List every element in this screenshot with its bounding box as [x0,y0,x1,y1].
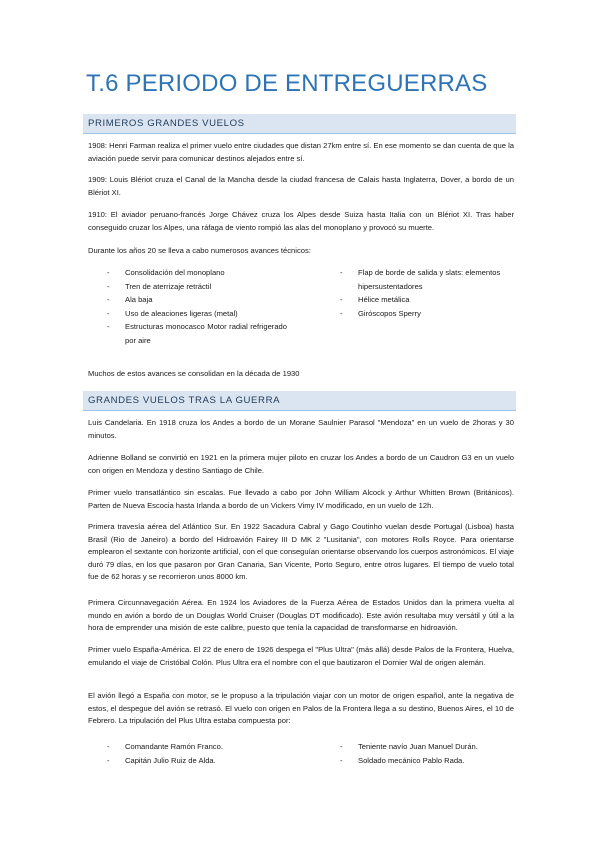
document-title: T.6 PERIODO DE ENTREGUERRAS [86,70,488,97]
bullet-dash: - [107,295,110,304]
list-item: - Hélice metálica [340,293,516,307]
list-item: - Capitán Julio Ruiz de Alda. [107,754,307,768]
bullet-dash: - [340,742,343,751]
bullet-dash: - [107,755,110,765]
paragraph-1910: 1910: El aviador peruano-francés Jorge Chávez cruza los Alpes desde Suiza hasta Italia con un Blériot XI. Tras haber conseguido cruzar los Alpes, una ráfaga de viento rompió las alas del monoplano y provocó su muerte. [88,210,514,232]
advances-list-right [340,266,516,320]
paragraph-avances-1930: Muchos de estos avances se consolidan en la década de 1930 [88,369,300,378]
bullet-dash: - [107,281,110,291]
bullet-dash: - [340,755,343,765]
crew-list-right [340,740,516,767]
list-item: - Flap de borde de salida y slats: elementos hipersustentadores [340,268,501,291]
bullet-dash: - [340,295,343,304]
paragraph-avances-intro: Durante los años 20 se lleva a cabo numerosos avances técnicos: [88,246,311,255]
bullet-dash: - [107,268,110,277]
bullet-dash: - [107,308,110,318]
list-item: - Tren de aterrizaje retráctil [107,280,287,294]
paragraph-espana-america: Primer vuelo España-América. El 22 de enero de 1926 despega el "Plus Ultra" (más allá) desde Palos de la Frontera, Huelva, emulando el viaje de Cristóbal Colón. Plus Ultra era el nombre con el que bautizaron el Dornier Wal de origen alemán. [88,645,514,667]
list-item: - Uso de aleaciones ligeras (metal) [107,307,287,321]
list-item: - Ala baja [107,293,287,307]
list-item: - Consolidación del monoplano [107,266,287,280]
paragraph-adrienne-bolland: Adrienne Bolland se convirtió en 1921 en la primera mujer piloto en cruzar los Andes a bordo de un Caudron G3 en un vuelo con origen en Mendoza y destino Santiago de Chile. [88,453,514,475]
advances-list-left [107,266,287,347]
paragraph-circunnavegacion: Primera Circunnavegación Aérea. En 1924 los Aviadores de la Fuerza Aérea de Estados Unidos dan la primera vuelta al mundo en avión a bordo de un Douglas World Cruiser (Douglas DT modificado). Este avión resultaba muy versátil y útil a la hora de emprender una misión de este calibre, puesto que tenía la capacidad de transformarse en hidroavión. [88,598,514,632]
paragraph-1908: 1908: Henri Farman realiza el primer vuelo entre ciudades que distan 27km entre sí. En ese momento se dan cuenta de que la aviación puede servir para comunicar destinos alejados entre sí. [88,141,514,163]
crew-list-left [107,740,307,767]
list-item: - Comandante Ramón Franco. [107,740,307,754]
bullet-dash: - [340,268,343,277]
bullet-dash: - [107,322,110,331]
paragraph-atlantico-sur: Primera travesía aérea del Atlántico Sur. En 1922 Sacadura Cabral y Gago Coutinho vuelan desde Portugal (Lisboa) hasta Brasil (Rio de Janeiro) a bordo del Hidroavión Fairey III D MK 2 "Lusitania", con motores Rolls Royce. Para orientarse emplearon el sextante con horizonte artificial, con el que conseguían orientarse observando los cuerpos astronómicos. El viaje duró 79 días, en los que pasaron por Gran Canaria, San Vicente, Porto Seguro, entre otros lugares. El tiempo de vuelo total fue de 62 horas y se recorrieron unos 8000 km. [88,522,514,581]
paragraph-plus-ultra-tripulacion: El avión llegó a España con motor, se le propuso a la tripulación viajar con un motor de origen español, ante la negativa de estos, el despegue del avión se retrasó. El vuelo con origen en Palos de la Frontera llega a su destino, Buenos Aires, el 10 de Febrero. La tripulación del Plus Ultra estaba compuesta por: [88,691,514,725]
bullet-dash: - [107,742,110,751]
list-item: - Soldado mecánico Pablo Rada. [340,754,516,768]
paragraph-transatlantico: Primer vuelo transatlántico sin escalas. Fue llevado a cabo por John William Alcock y Arthur Whitten Brown (Británicos). Parten de Nueva Escocia hasta Irlanda a bordo de un Vickers Vimy IV modificado, en un vuelo de 12h. [88,488,514,510]
list-item: - Estructuras monocasco Motor radial refrigerado por aire [107,322,287,345]
section-heading-grandes-vuelos-tras-la-guerra: GRANDES VUELOS TRAS LA GUERRA [83,391,516,411]
list-item: - Giróscopos Sperry [340,307,516,321]
paragraph-luis-candelaria: Luis Candelaria. En 1918 cruza los Andes a bordo de un Morane Saulnier Parasol "Mendoza" en un vuelo de 2horas y 30 minutos. [88,418,514,440]
bullet-dash: - [340,308,343,318]
paragraph-1909: 1909: Louis Blériot cruza el Canal de la Mancha desde la ciudad francesa de Calais hasta Inglaterra, Dover, a bordo de un Blériot XI. [88,175,514,197]
list-item: - Teniente navío Juan Manuel Durán. [340,740,516,754]
section-heading-primeros-grandes-vuelos: PRIMEROS GRANDES VUELOS [83,114,516,134]
